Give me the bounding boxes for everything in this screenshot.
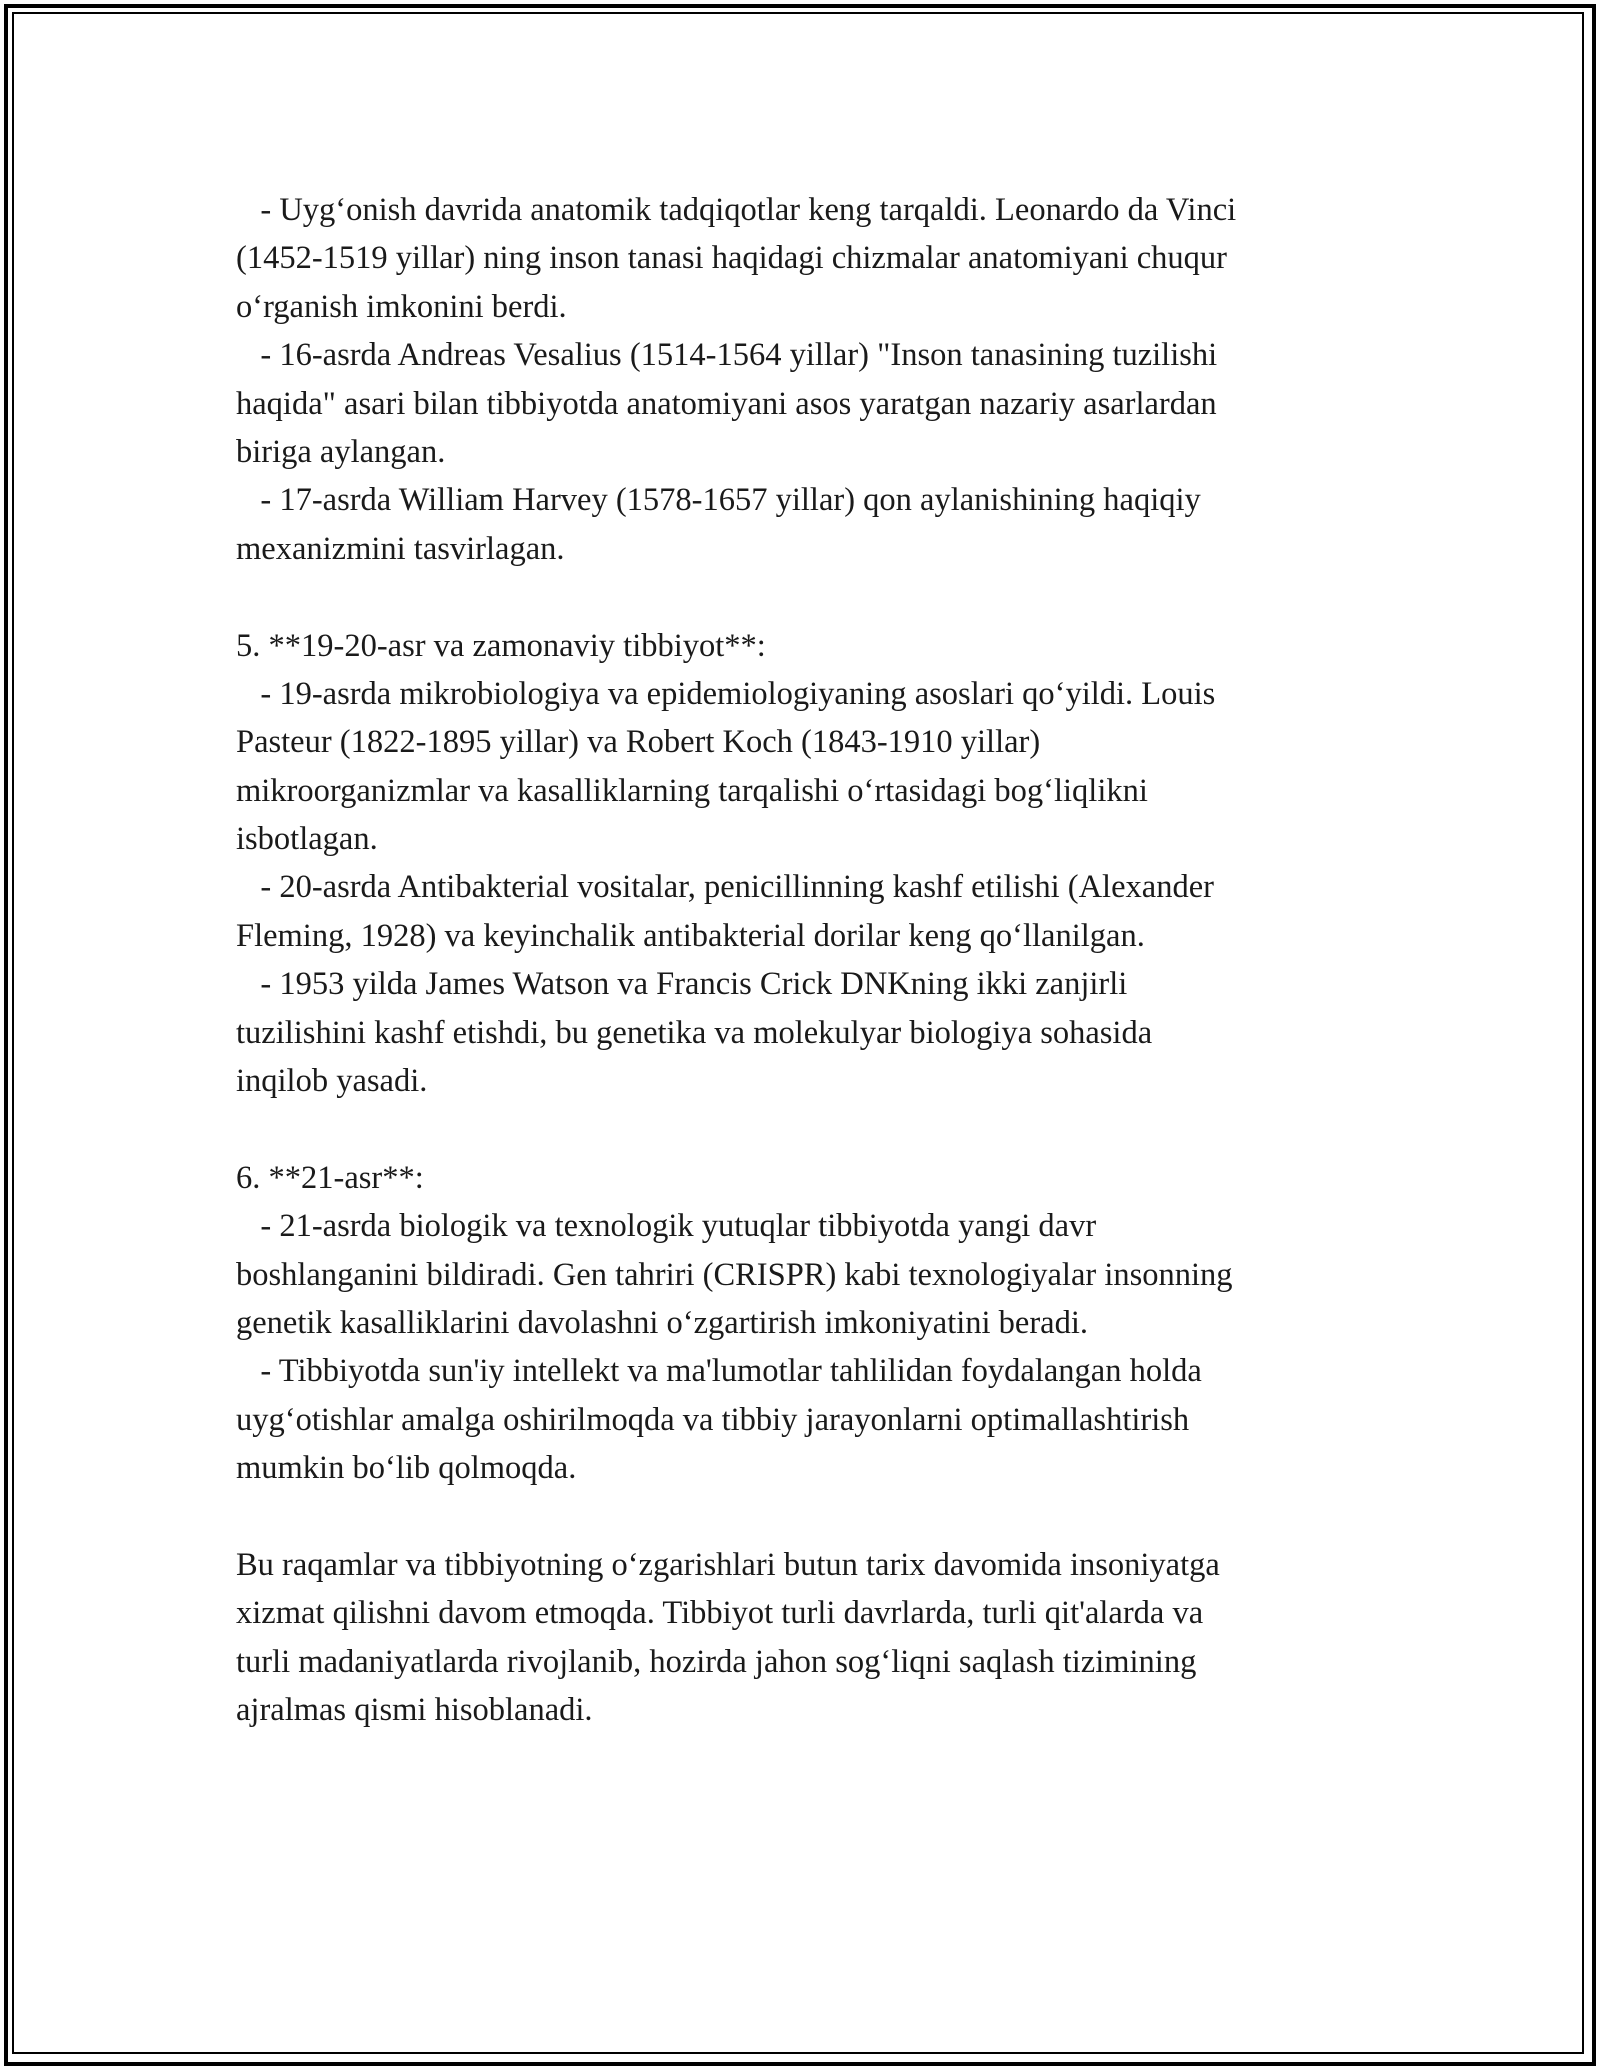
text-line: (1452-1519 yillar) ning inson tanasi haqidagi chizmalar anatomiyani chuqur (236, 240, 1227, 277)
text-line: tuzilishini kashf etishdi, bu genetika va molekulyar biologiya sohasida (236, 1014, 1153, 1051)
text-line: - Uygʻonish davrida anatomik tadqiqotlar keng tarqaldi. Leonardo da Vinci (236, 192, 1237, 228)
text-line: - 1953 yilda James Watson va Francis Crick DNKning ikki zanjirli (236, 966, 1128, 1003)
section-heading: 6. **21-asr**: (236, 1159, 424, 1196)
blank-line (236, 573, 1406, 621)
text-line: uygʻotishlar amalga oshirilmoqda va tibbiy jarayonlarni optimallashtirish (236, 1401, 1190, 1438)
text-line: mikroorganizmlar va kasalliklarning tarqalishi oʻrtasidagi bogʻliqlikni (236, 772, 1148, 809)
closing-paragraph-line: turli madaniyatlarda rivojlanib, hozirda jahon sogʻliqni saqlash tizimining (236, 1643, 1197, 1680)
text-line: biriga aylangan. (236, 433, 446, 470)
text-line: oʻrganish imkonini berdi. (236, 288, 567, 325)
text-line: genetik kasalliklarini davolashni oʻzgartirish imkoniyatini beradi. (236, 1304, 1088, 1341)
text-line: boshlanganini bildiradi. Gen tahriri (CRISPR) kabi texnologiyalar insonning (236, 1256, 1233, 1293)
text-line: - Tibbiyotda sun'iy intellekt va ma'lumotlar tahlilidan foydalangan holda (236, 1353, 1202, 1390)
text-line: - 17-asrda William Harvey (1578-1657 yillar) qon aylanishining haqiqiy (236, 482, 1201, 519)
text-line: Pasteur (1822-1895 yillar) va Robert Koch (1843-1910 yillar) (236, 724, 1041, 761)
blank-line (236, 1105, 1406, 1153)
closing-paragraph-line: xizmat qilishni davom etmoqda. Tibbiyot turli davrlarda, turli qit'alarda va (236, 1595, 1204, 1632)
document-body (236, 186, 1406, 1735)
closing-paragraph-line: Bu raqamlar va tibbiyotning oʻzgarishlari butun tarix davomida insoniyatga (236, 1546, 1220, 1583)
section-heading: 5. **19-20-asr va zamonaviy tibbiyot**: (236, 627, 766, 664)
text-line: Fleming, 1928) va keyinchalik antibakterial dorilar keng qoʻllanilgan. (236, 917, 1145, 954)
text-line: - 21-asrda biologik va texnologik yutuqlar tibbiyotda yangi davr (236, 1208, 1097, 1245)
text-line: inqilob yasadi. (236, 1063, 428, 1100)
text-line: - 16-asrda Andreas Vesalius (1514-1564 yillar) "Inson tanasining tuzilishi (236, 337, 1218, 374)
text-line: haqida" asari bilan tibbiyotda anatomiyani asos yaratgan nazariy asarlardan (236, 385, 1217, 422)
text-line: isbotlagan. (236, 821, 378, 858)
blank-line (236, 1493, 1406, 1541)
text-line: mexanizmini tasvirlagan. (236, 530, 565, 567)
text-line: - 20-asrda Antibakterial vositalar, penicillinning kashf etilishi (Alexander (236, 869, 1214, 906)
closing-paragraph-line: ajralmas qismi hisoblanadi. (236, 1692, 593, 1729)
text-line: mumkin boʻlib qolmoqda. (236, 1450, 577, 1487)
text-line: - 19-asrda mikrobiologiya va epidemiologiyaning asoslari qoʻyildi. Louis (236, 675, 1216, 712)
